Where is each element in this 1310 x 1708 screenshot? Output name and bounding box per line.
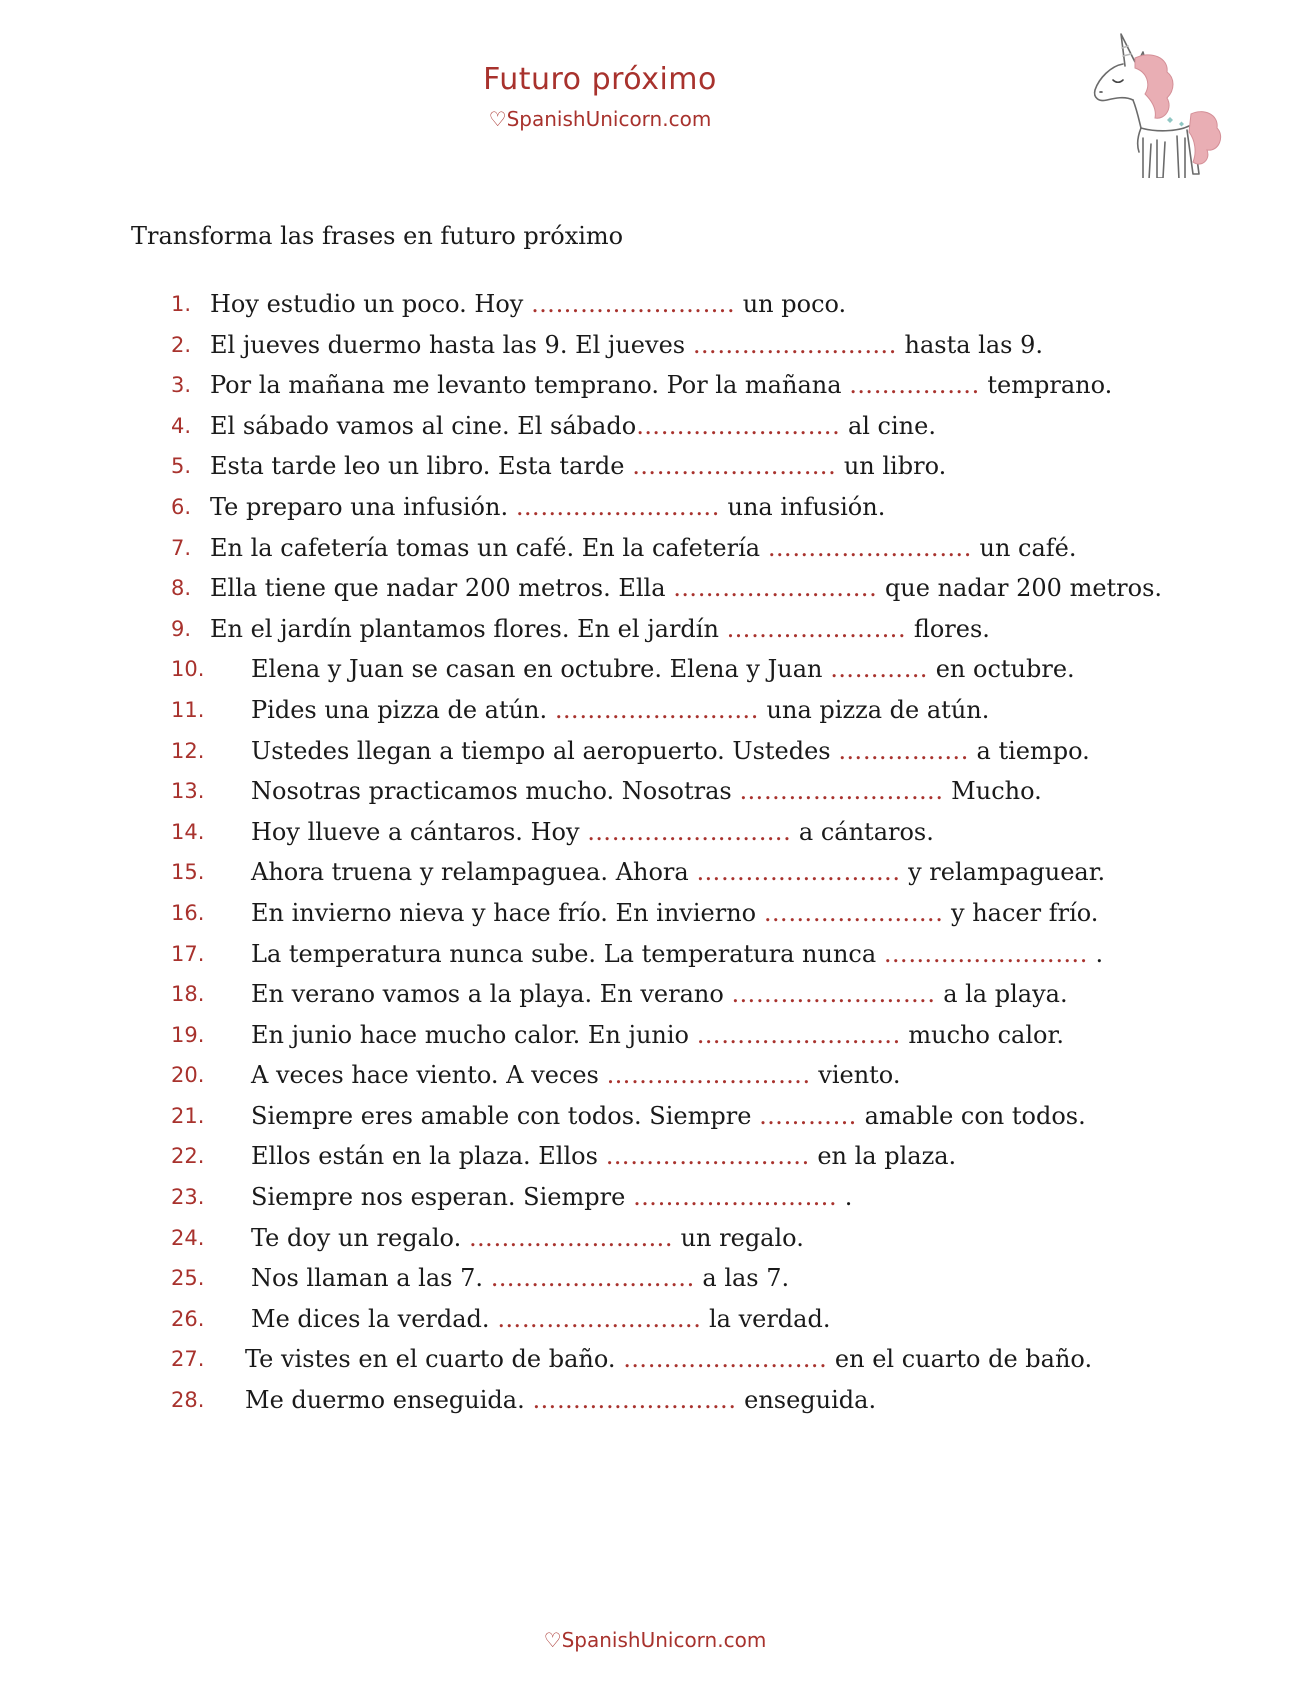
exercise-number: 25. — [171, 1266, 205, 1291]
answer-blank: ……………………. — [605, 1142, 810, 1171]
answer-blank: ……………………. — [673, 574, 878, 603]
answer-blank: ……………………. — [606, 1061, 811, 1090]
sentence-tail: viento. — [810, 1061, 901, 1090]
sentence-tail: que nadar 200 metros. — [877, 574, 1163, 603]
exercise-item — [0, 533, 1310, 574]
exercise-number: 16. — [171, 900, 205, 925]
answer-blank: …………………. — [726, 614, 907, 643]
answer-blank: ……………. — [838, 736, 969, 765]
exercise-sentence — [251, 1141, 956, 1171]
page-title: Futuro próximo — [483, 62, 717, 97]
exercise-item — [0, 817, 1310, 858]
answer-blank: ……………………. — [554, 695, 759, 724]
sentence-tail: a la playa. — [935, 980, 1068, 1009]
exercise-item — [0, 330, 1310, 371]
exercise-sentence — [251, 736, 1090, 766]
sentence-tail: una infusión. — [719, 492, 886, 521]
answer-blank: ……………………. — [587, 817, 792, 846]
exercise-item — [0, 1263, 1310, 1304]
exercise-sentence — [210, 573, 1162, 603]
answer-blank: ……………………. — [490, 1264, 695, 1293]
sentence-tail: en la plaza. — [809, 1142, 957, 1171]
answer-blank: ……………………. — [692, 330, 897, 359]
answer-blank: ……………………. — [696, 858, 901, 887]
answer-blank: ……………………. — [883, 939, 1088, 968]
exercise-sentence — [251, 1182, 852, 1212]
answer-blank: ……………………. — [632, 452, 837, 481]
sentence-text: Me dices la verdad. — [251, 1304, 498, 1333]
exercise-sentence — [251, 1101, 1086, 1131]
exercise-sentence — [210, 492, 885, 522]
unicorn-icon — [1085, 28, 1235, 178]
exercise-item — [0, 1304, 1310, 1345]
exercise-sentence — [245, 1385, 876, 1415]
exercise-item — [0, 654, 1310, 695]
exercise-sentence — [245, 1344, 1092, 1374]
exercise-sentence — [210, 289, 846, 319]
sentence-text: El jueves duermo hasta las 9. El jueves — [210, 330, 693, 359]
sentence-tail: amable con todos. — [857, 1101, 1086, 1130]
exercise-sentence — [210, 451, 946, 481]
exercise-number: 7. — [171, 535, 192, 560]
sentence-tail: mucho calor. — [900, 1020, 1064, 1049]
sentence-text: Ellos están en la plaza. Ellos — [251, 1142, 606, 1171]
exercise-sentence — [251, 1263, 789, 1293]
sentence-text: Te doy un regalo. — [251, 1223, 469, 1252]
exercise-number: 10. — [171, 657, 205, 682]
exercise-item — [0, 695, 1310, 736]
sentence-text: En invierno nieva y hace frío. En invierno — [251, 898, 764, 927]
answer-blank: ……………………. — [468, 1223, 673, 1252]
sentence-tail: a cántaros. — [791, 817, 934, 846]
sentence-text: Por la mañana me levanto temprano. Por la mañana — [210, 371, 850, 400]
sentence-text: Hoy estudio un poco. Hoy — [210, 290, 531, 318]
exercise-number: 4. — [171, 413, 192, 438]
sentence-tail: . — [1087, 939, 1104, 968]
exercise-number: 23. — [171, 1185, 205, 1210]
exercise-number: 18. — [171, 982, 205, 1007]
answer-blank: ……………………. — [767, 533, 972, 562]
sentence-text: Nosotras practicamos mucho. Nosotras — [251, 777, 740, 806]
exercise-sentence — [210, 330, 1043, 360]
exercise-item — [0, 1020, 1310, 1061]
sentence-text: Elena y Juan se casan en octubre. Elena y Juan — [251, 655, 831, 684]
exercise-number: 3. — [171, 373, 192, 398]
sentence-text: Ella tiene que nadar 200 metros. Ella — [210, 574, 674, 603]
sentence-text: En la cafetería tomas un café. En la cafetería — [210, 533, 768, 562]
exercise-item — [0, 1344, 1310, 1385]
answer-blank: ……………………. — [623, 1345, 828, 1374]
sentence-tail: un café. — [971, 533, 1077, 562]
answer-blank: ……………………. — [739, 777, 944, 806]
exercise-item — [0, 857, 1310, 898]
answer-blank: ………… — [759, 1101, 858, 1130]
sentence-tail: a las 7. — [694, 1264, 790, 1293]
exercise-number: 28. — [171, 1388, 205, 1413]
exercise-sentence — [251, 654, 1075, 684]
exercise-item — [0, 736, 1310, 777]
exercise-number: 19. — [171, 1022, 205, 1047]
sentence-tail: en el cuarto de baño. — [827, 1345, 1093, 1374]
exercise-number: 15. — [171, 860, 205, 885]
sentence-text: Siempre eres amable con todos. Siempre — [251, 1101, 760, 1130]
exercise-sentence — [251, 1223, 804, 1253]
sentence-tail: a tiempo. — [968, 736, 1090, 765]
instructions: Transforma las frases en futuro próximo — [131, 222, 624, 250]
site-url: ♡SpanishUnicorn.com — [488, 107, 712, 131]
exercise-number: 17. — [171, 941, 205, 966]
exercise-number: 2. — [171, 332, 192, 357]
sentence-text: Ustedes llegan a tiempo al aeropuerto. Ustedes — [251, 736, 839, 765]
sentence-text: En junio hace mucho calor. En junio — [251, 1020, 697, 1049]
sentence-text: En verano vamos a la playa. En verano — [251, 980, 732, 1009]
exercise-sentence — [251, 979, 1068, 1009]
exercise-sentence — [251, 1020, 1064, 1050]
exercise-item — [0, 776, 1310, 817]
exercise-item — [0, 939, 1310, 980]
exercise-item — [0, 898, 1310, 939]
sentence-text: Siempre nos esperan. Siempre — [251, 1183, 633, 1212]
exercise-item — [0, 614, 1310, 655]
exercise-sentence — [210, 614, 990, 644]
answer-blank: ……………………. — [515, 492, 720, 521]
exercise-item — [0, 289, 1310, 330]
sentence-text: Me duermo enseguida. — [245, 1386, 533, 1415]
answer-blank: ……………………. — [530, 290, 736, 318]
answer-blank: …………………. — [763, 898, 944, 927]
exercise-sentence — [210, 370, 1112, 400]
exercise-list — [0, 289, 1310, 1426]
sentence-tail: un libro. — [836, 452, 947, 481]
sentence-tail: al cine. — [840, 411, 936, 440]
exercise-number: 12. — [171, 738, 205, 763]
exercise-number: 27. — [171, 1347, 205, 1372]
exercise-number: 26. — [171, 1306, 205, 1331]
exercise-item — [0, 370, 1310, 411]
sentence-tail: la verdad. — [701, 1304, 831, 1333]
exercise-sentence — [210, 533, 1077, 563]
sentence-text: En el jardín plantamos flores. En el jardín — [210, 614, 727, 643]
exercise-item — [0, 1060, 1310, 1101]
sentence-text: Te preparo una infusión. — [210, 492, 516, 521]
exercise-item — [0, 1385, 1310, 1426]
exercise-number: 5. — [171, 454, 192, 479]
exercise-item — [0, 451, 1310, 492]
sentence-text: La temperatura nunca sube. La temperatura nunca — [251, 939, 884, 968]
sentence-tail: un poco. — [735, 290, 847, 318]
sentence-tail: un regalo. — [672, 1223, 804, 1252]
sentence-tail: temprano. — [979, 371, 1113, 400]
exercise-number: 8. — [171, 576, 192, 601]
exercise-sentence — [251, 695, 989, 725]
exercise-sentence — [251, 776, 1042, 806]
sentence-text: Pides una pizza de atún. — [251, 695, 555, 724]
sentence-tail: flores. — [906, 614, 990, 643]
exercise-number: 20. — [171, 1063, 205, 1088]
exercise-number: 21. — [171, 1103, 205, 1128]
sentence-text: A veces hace viento. A veces — [251, 1061, 607, 1090]
exercise-item — [0, 573, 1310, 614]
sentence-tail: Mucho. — [943, 777, 1042, 806]
sentence-text: Esta tarde leo un libro. Esta tarde — [210, 452, 633, 481]
exercise-item — [0, 1101, 1310, 1142]
exercise-item — [0, 1182, 1310, 1223]
exercise-number: 6. — [171, 494, 192, 519]
answer-blank: ……………………. — [497, 1304, 702, 1333]
answer-blank: ……………………. — [731, 980, 936, 1009]
exercise-number: 1. — [171, 292, 192, 316]
sentence-tail: enseguida. — [736, 1386, 877, 1415]
answer-blank: ……………………. — [532, 1386, 737, 1415]
exercise-sentence — [251, 857, 1105, 887]
sentence-text: Nos llaman a las 7. — [251, 1264, 491, 1293]
sentence-text: Ahora truena y relampaguea. Ahora — [251, 858, 697, 887]
answer-blank: ……………………. — [636, 411, 841, 440]
exercise-number: 24. — [171, 1225, 205, 1250]
exercise-item — [0, 979, 1310, 1020]
exercise-sentence — [251, 898, 1098, 928]
exercise-sentence — [251, 939, 1103, 969]
sentence-tail: y relampaguear. — [900, 858, 1106, 887]
page-header — [0, 62, 1200, 131]
exercise-number: 13. — [171, 779, 205, 804]
sentence-tail: una pizza de atún. — [758, 695, 990, 724]
answer-blank: ………… — [830, 655, 929, 684]
answer-blank: ……………………. — [632, 1183, 838, 1212]
exercise-item — [0, 1141, 1310, 1182]
exercise-number: 11. — [171, 697, 205, 722]
answer-blank: ……………………. — [696, 1020, 901, 1049]
sentence-text: El sábado vamos al cine. El sábado — [210, 411, 637, 440]
answer-blank: ……………. — [849, 371, 980, 400]
exercise-number: 9. — [171, 616, 192, 641]
exercise-sentence — [251, 1060, 900, 1090]
exercise-sentence — [251, 1304, 830, 1334]
exercise-sentence — [210, 411, 936, 441]
exercise-item — [0, 1223, 1310, 1264]
exercise-number: 22. — [171, 1144, 205, 1169]
exercise-item — [0, 411, 1310, 452]
footer-site-url: ♡SpanishUnicorn.com — [543, 1628, 767, 1652]
sentence-tail: y hacer frío. — [943, 898, 1099, 927]
exercise-sentence — [251, 817, 934, 847]
sentence-tail: en octubre. — [928, 655, 1075, 684]
sentence-text: Hoy llueve a cántaros. Hoy — [251, 817, 588, 846]
sentence-tail: hasta las 9. — [896, 330, 1043, 359]
exercise-number: 14. — [171, 819, 205, 844]
exercise-item — [0, 492, 1310, 533]
sentence-tail: . — [837, 1183, 853, 1212]
sentence-text: Te vistes en el cuarto de baño. — [245, 1345, 624, 1374]
